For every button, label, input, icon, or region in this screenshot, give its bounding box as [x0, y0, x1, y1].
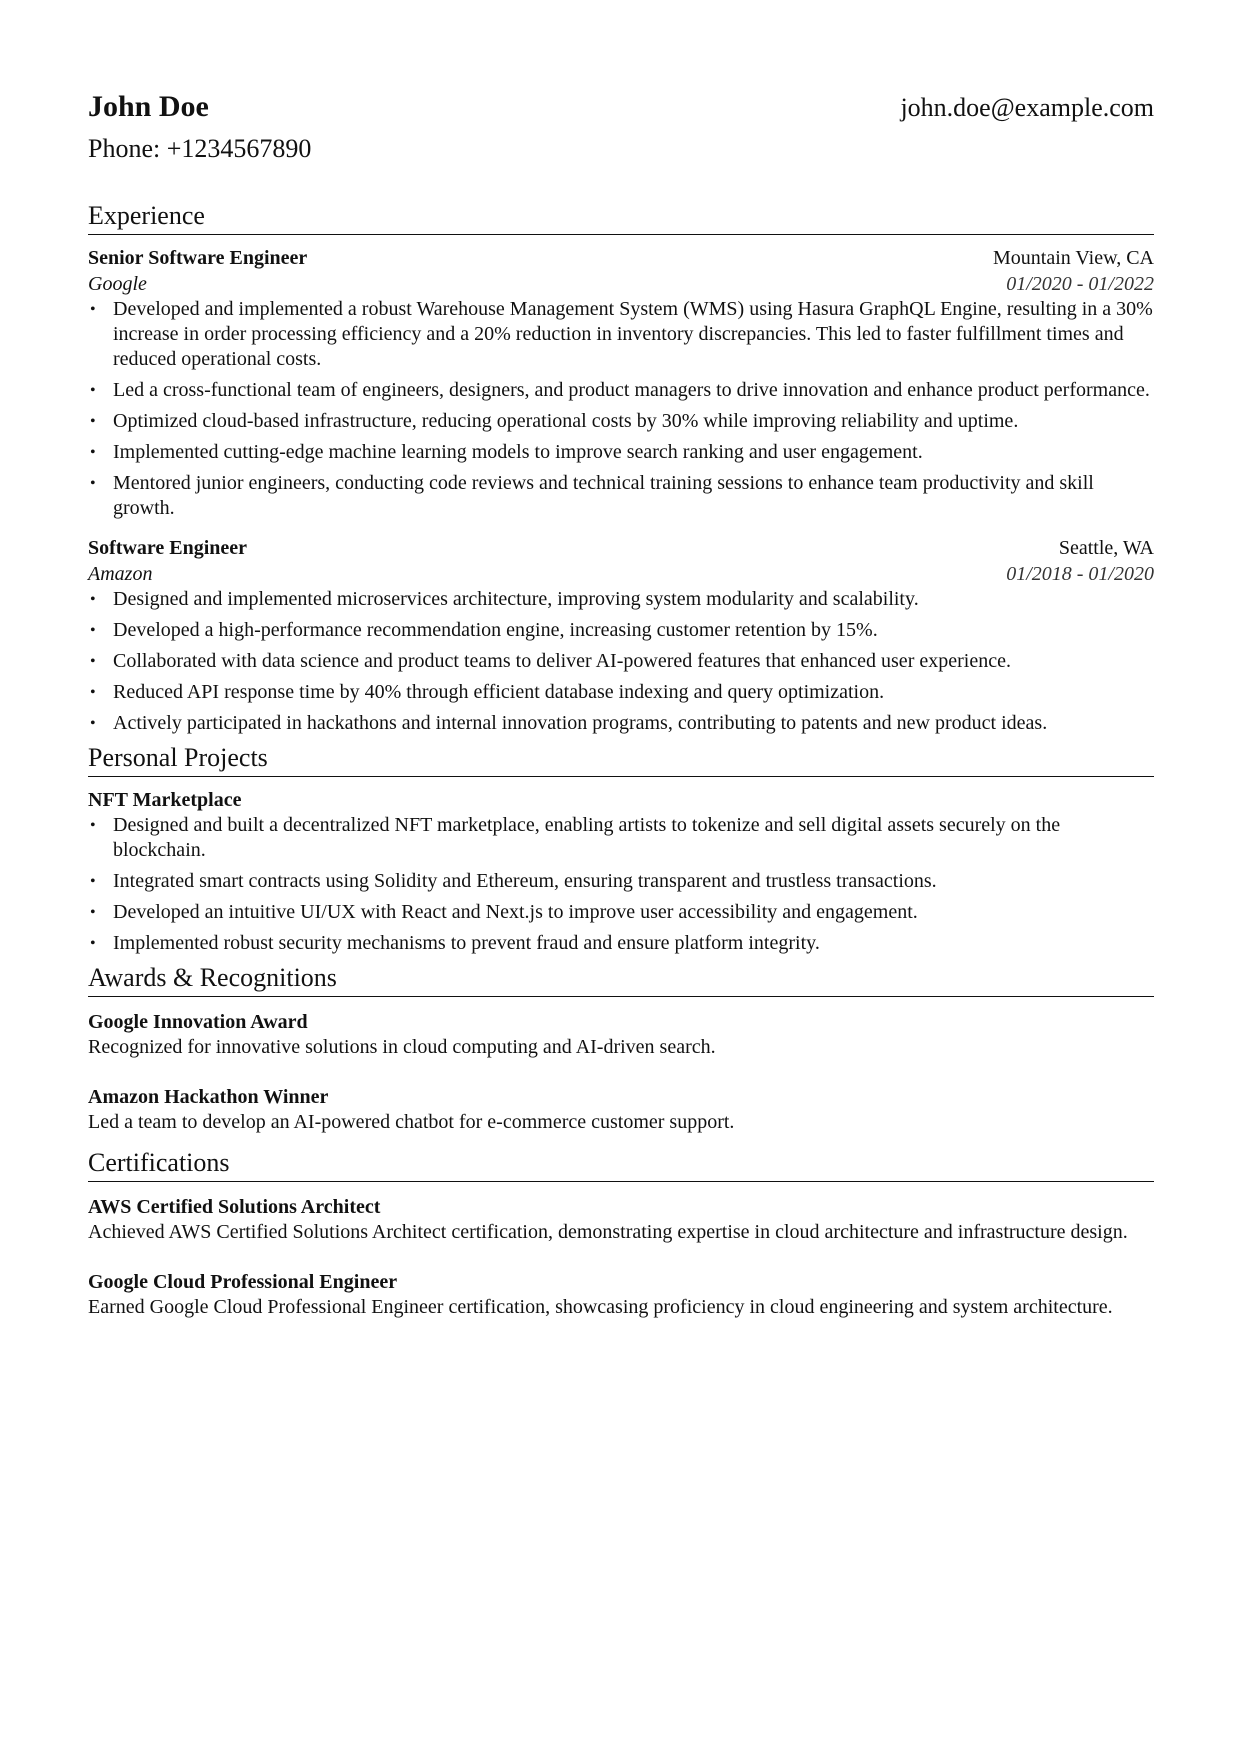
- certification-description: Earned Google Cloud Professional Engineer certification, showcasing proficiency in cloud engineering and system architecture.: [88, 1296, 1113, 1318]
- award-description: Led a team to develop an AI-powered chatbot for e-commerce customer support.: [88, 1111, 735, 1133]
- job-dates: 01/2018 - 01/2020: [1006, 563, 1154, 585]
- candidate-phone: Phone: +1234567890: [88, 134, 312, 163]
- job-dates: 01/2020 - 01/2022: [1006, 273, 1154, 295]
- section-title-awards: Awards & Recognitions: [88, 963, 337, 992]
- list-item: • Developed a high-performance recommendation engine, increasing customer retention by 15%.: [88, 618, 1154, 643]
- job-title: Software Engineer: [88, 537, 248, 559]
- job-location: Mountain View, CA: [992, 247, 1154, 269]
- certifications-section: [88, 1147, 1154, 1320]
- section-divider: [88, 776, 1154, 777]
- list-item: • Led a cross-functional team of engineers, designers, and product managers to drive innovation and enhance product performance.: [88, 378, 1154, 403]
- awards-section: [88, 962, 1154, 1135]
- experience-entry: [88, 245, 1154, 521]
- section-title-projects: Personal Projects: [88, 743, 268, 772]
- certification-title: AWS Certified Solutions Architect: [88, 1196, 381, 1218]
- candidate-name: John Doe: [88, 90, 209, 123]
- award-description: Recognized for innovative solutions in cloud computing and AI-driven search.: [88, 1036, 716, 1058]
- candidate-email: john.doe@example.com: [900, 93, 1154, 122]
- project-entry: [88, 787, 1154, 956]
- list-item: • Developed an intuitive UI/UX with React and Next.js to improve user accessibility and engagement.: [88, 900, 1154, 925]
- list-item: • Implemented robust security mechanisms to prevent fraud and ensure platform integrity.: [88, 931, 1154, 956]
- section-divider: [88, 996, 1154, 997]
- list-item: • Actively participated in hackathons and internal innovation programs, contributing to patents and new product ideas.: [88, 711, 1154, 736]
- certification-title: Google Cloud Professional Engineer: [88, 1271, 398, 1293]
- award-title: Google Innovation Award: [88, 1011, 308, 1033]
- list-item: • Collaborated with data science and product teams to deliver AI-powered features that enhanced user experience.: [88, 649, 1154, 674]
- list-item: • Designed and built a decentralized NFT marketplace, enabling artists to tokenize and sell digital assets securely on the blockchain.: [88, 813, 1154, 863]
- list-item: • Implemented cutting-edge machine learning models to improve search ranking and user engagement.: [88, 440, 1154, 465]
- award-entry: [88, 1009, 1154, 1060]
- award-title: Amazon Hackathon Winner: [88, 1086, 329, 1108]
- certification-entry: [88, 1269, 1154, 1320]
- section-title-experience: Experience: [88, 201, 205, 230]
- certification-description: Achieved AWS Certified Solutions Architect certification, demonstrating expertise in cloud architecture and infrastructure design.: [88, 1221, 1128, 1243]
- project-title: NFT Marketplace: [88, 789, 242, 811]
- list-item: • Integrated smart contracts using Solidity and Ethereum, ensuring transparent and trustless transactions.: [88, 869, 1154, 894]
- experience-section: [88, 200, 1154, 736]
- section-divider: [88, 234, 1154, 235]
- list-item: • Optimized cloud-based infrastructure, reducing operational costs by 30% while improving reliability and uptime.: [88, 409, 1154, 434]
- section-title-certifications: Certifications: [88, 1148, 230, 1177]
- resume-header: [88, 88, 1154, 127]
- list-item: • Developed and implemented a robust Warehouse Management System (WMS) using Hasura GraphQL Engine, resulting in a 30% increase in order processing efficiency and a 20% reduction in inventory discrepancies. This led to faster fulfillment times and reduced operational costs.: [88, 297, 1154, 372]
- job-title: Senior Software Engineer: [88, 247, 308, 269]
- award-entry: [88, 1084, 1154, 1135]
- project-bullets: [88, 813, 1154, 956]
- section-divider: [88, 1181, 1154, 1182]
- experience-entry: [88, 535, 1154, 736]
- list-item: • Reduced API response time by 40% through efficient database indexing and query optimization.: [88, 680, 1154, 705]
- job-bullets: [88, 587, 1154, 736]
- projects-section: [88, 742, 1154, 956]
- list-item: • Designed and implemented microservices architecture, improving system modularity and scalability.: [88, 587, 1154, 612]
- job-bullets: [88, 297, 1154, 521]
- certification-entry: [88, 1194, 1154, 1245]
- list-item: • Mentored junior engineers, conducting code reviews and technical training sessions to enhance team productivity and skill growth.: [88, 471, 1154, 521]
- company-name: Amazon: [88, 563, 153, 585]
- company-name: Google: [88, 273, 147, 295]
- job-location: Seattle, WA: [1058, 537, 1154, 559]
